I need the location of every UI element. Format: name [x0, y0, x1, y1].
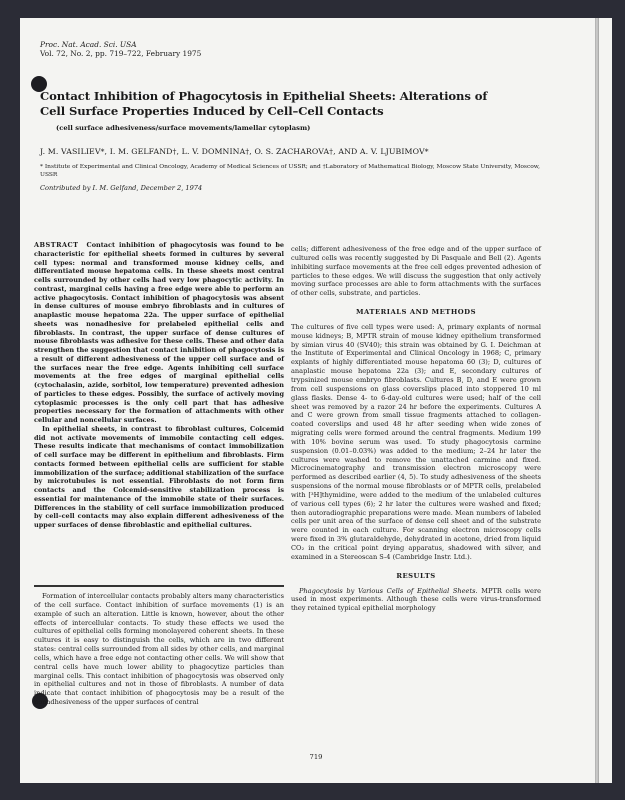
paper-page: [20, 18, 612, 783]
intro-continued: cells; different adhesiveness of the free edge and of the upper surface of cultured cells was recently suggested by Di Pasquale and Bell (2). Agents inhibiting surface movements at the free cell edges prevented adhesion of particles to these edges. We will discuss the suggestion that only actively moving surface processes are able to form attachments with the surfaces of other cells, substrate, and particles.: [291, 245, 541, 298]
results-paragraph: [291, 587, 541, 614]
scan-edge-shadow: [595, 18, 599, 783]
journal-header: [40, 40, 201, 58]
author-affiliations: * Institute of Experimental and Clinical Oncology, Academy of Medical Sciences of USSR; and †Laboratory of Mathematical Biology, Moscow State University, Moscow, USSR: [40, 164, 541, 178]
journal-citation: Vol. 72, No. 2, pp. 719–722, February 1975: [40, 49, 202, 58]
abstract-paragraph-1: Contact inhibition of phagocytosis was found to be characteristic for epithelial sheets formed in cultures by several cell types: normal and transformed mouse kidney cells, and differentiated mouse hepatoma cells. In these sheets most central cells surrounded by other cells had very low phagocytic activity. In contrast, marginal cells having a free edge were able to perform an active phagocytosis. Contact inhibition of phagocytosis was absent in dense cultures of mouse embryo fibroblasts and in cultures of anaplastic mouse hepatoma 22a. The upper surface of epithelial sheets was nonadhesive for prelabeled epithelial cells and fibroblasts. In contrast, the upper surface of dense cultures of mouse fibroblasts was adhesive for these cells. These and other data strengthen the suggestion that contact inhibition of phagocytosis is a result of different adhesiveness of the upper cell surface and of the surfaces near the free edge. Agents inhibiting cell surface movements at the free edges of marginal epithelial cells (cytochalasin, azide, sorbitol, low temperature) prevented adhesion of particles to these edges. Possibly, the surface of actively moving cytoplasmic processes is the only cell part that has adhesive properties necessary for the formation of attachments with other cellular and noncellular surfaces.: [34, 241, 284, 424]
abstract-paragraph-2: In epithelial sheets, in contrast to fibroblast cultures, Colcemid did not activate movements of immobile contacting cell edges. These results indicate that mechanisms of contact immobilization of cell surface may be different in epithelium and fibroblasts. Firm contacts formed between epithelial cells are sufficient for stable immobilization of the surface; additional stabilization of the surface by microtubules is not essential. Fibroblasts do not form firm contacts and the Colcemid-sensitive stabilization process is essential for maintenance of the immobile state of their surfaces. Differences in the stability of cell surface immobilization produced by cell–cell contacts may also explain different adhesiveness of the upper surfaces of dense fibroblastic and epithelial cultures.: [34, 424, 284, 529]
methods-heading: MATERIALS AND METHODS: [356, 308, 476, 317]
abstract-label: ABSTRACT: [34, 241, 79, 249]
results-heading: RESULTS: [396, 571, 436, 580]
article-keywords: (cell surface adhesiveness/surface movements/lamellar cytoplasm): [56, 124, 311, 132]
methods-paragraph: The cultures of five cell types were used: A, primary explants of normal mouse kidneys; B, MPTR strain of mouse kidney epithelium transformed by simian virus 40 (SV40); this strain was obtained by G. I. Deichman at the Institute of Experimental and Clinical Oncology in 1968; C, primary explants of highly differentiated mouse hepatoma 60 (3); D, cultures of anaplastic mouse hepatoma 22a (3); and E, secondary cultures of trypsinized mouse embryo fibroblasts. Cultures B, D, and E were grown from cell suspensions on glass coverslips placed into stoppered 10 ml glass flasks. Dense 4- to 6-day-old cultures were used; half of the cell sheet was removed by a razor 24 hr before the experiments. Cultures A and C were grown from small tissue fragments attached to collagen-coated coverslips and used 48 hr after seeding when wide zones of migrating cells were formed around the central fragments. Medium 199 with 10% bovine serum was used. To study phagocytosis carmine suspension (0.01–0.03%) was added to the medium; 2–24 hr later the cultures were washed to remove the unattached carmine and fixed. Microcinematography and transmission electron microscopy were performed as described earlier (4, 5). To study adhesiveness of the sheets suspensions of the normal mouse fibroblasts or of MPTR cells, prelabeled with [³H]thymidine, were added to the medium of the unlabeled cultures of various cell types (6); 2 hr later the cultures were washed and fixed; then autoradiographic preparations were made. Mean numbers of labeled cells per unit area of the surface of dense cell sheet and of the substrate were counted in each culture. For scanning electron microscopy cells were fixed in 3% glutaraldehyde, dehydrated in acetone, dried from liquid CO₂ in the critical point drying apparatus, shadowed with silver, and examined in a Stereoscan S-4 (Cambridge Instr. Ltd.).: [291, 322, 541, 561]
results-text: MPTR cells were used in most experiments. Although these cells were virus-transformed they retained typical epithelial morphology: [291, 586, 542, 613]
contributed-by: Contributed by I. M. Gelfand, December 2, 1974: [40, 184, 203, 192]
results-subheading: Phagocytosis by Various Cells of Epithelial Sheets.: [299, 586, 478, 595]
article-title: Contact Inhibition of Phagocytosis in Epithelial Sheets: Alterations of Cell Surface Properties Induced by Cell–Cell Contacts: [40, 89, 488, 118]
intro-paragraph: Formation of intercellular contacts probably alters many characteristics of the cell surface. Contact inhibition of surface movements (1) is an example of such an alteration. Little is known, however, about the other effects of intercellular contacts. To study these effects we used the cultures of epithelial cells forming monolayered coherent sheets. In these cultures it is easy to distinguish the cells, which are in two different states: central cells surrounded from all sides by other cells, and marginal cells, which have a free edge not contacting other cells. We will show that central cells have much lower ability to phagocytize particles than marginal cells. This contact inhibition of phagocytosis was observed only in epithelial cultures and not in those of fibroblasts. A number of data indicate that contact inhibition of phagocytosis may be a result of the nonadhesiveness of the upper surfaces of central: [34, 592, 284, 707]
right-column: [291, 245, 541, 613]
introduction: [34, 592, 284, 707]
journal-name: Proc. Nat. Acad. Sci. USA: [40, 40, 137, 49]
abstract: [34, 241, 284, 530]
page-number: 719: [309, 753, 323, 761]
abstract-divider: [34, 585, 284, 587]
article-authors: J. M. VASILIEV*, I. M. GELFAND†, L. V. DOMNINA†, O. S. ZACHAROVA†, AND A. V. LJUBIMOV*: [40, 147, 429, 156]
